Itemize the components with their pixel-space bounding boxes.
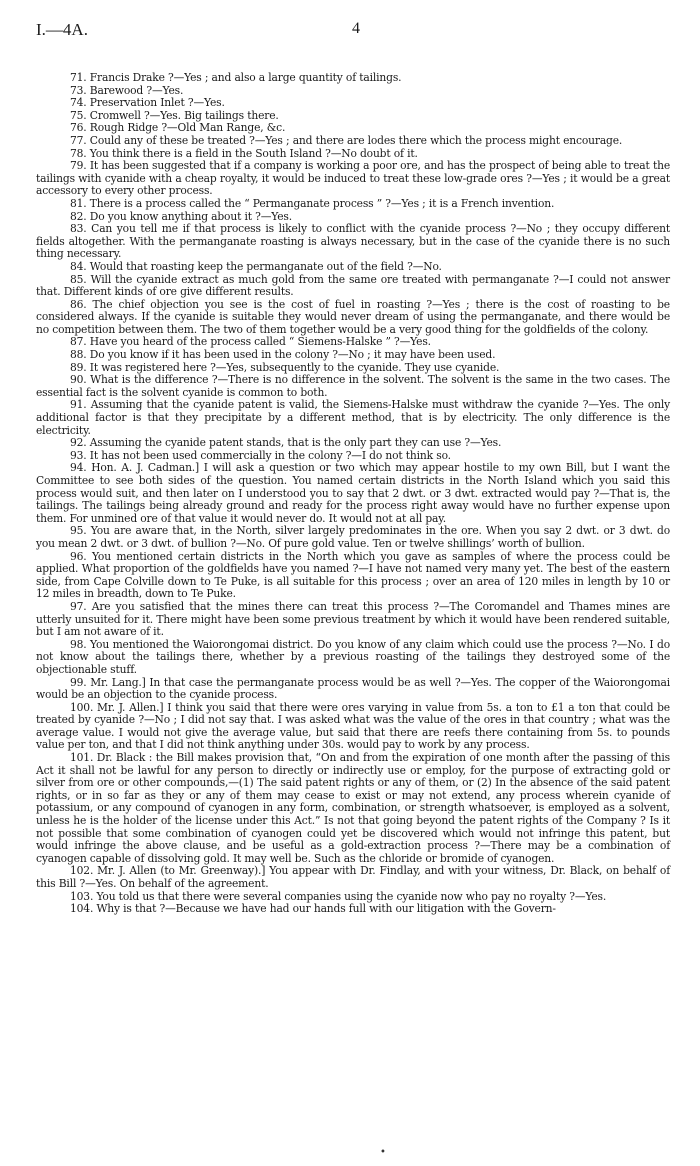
paragraph-q73: 73. Barewood ?—Yes. bbox=[70, 83, 184, 97]
paragraph-q93: 93. It has not been used commercially in the colony ?—I do not think so. bbox=[70, 448, 451, 462]
paragraph-q102: 102. Mr. J. Allen (to Mr. Greenway).] You appear with Dr. Findlay, and with your witness, Dr. Black, on behalf of this Bill ?—Yes. On behalf of the agreement. bbox=[36, 864, 670, 890]
paragraph-q75: 75. Cromwell ?—Yes. Big tailings there. bbox=[70, 108, 279, 122]
paragraph-q98: 98. You mentioned the Waiorongomai district. Do you know of any claim which could use the process ?—No. I do not know about the tailings there, whether by a previous roasting of the tailings they destroyed some of the objectionable stuff. bbox=[36, 637, 670, 676]
paragraph-q97: 97. Are you satisfied that the mines there can treat this process ?—The Coromandel and Thames mines are utterly unsuited for it. There might have been some previous treatment by which it would have been rendered suitable, but I am not aware of it. bbox=[36, 599, 670, 639]
minutes-body bbox=[36, 72, 670, 916]
paragraph-q83: 83. Can you tell me if that process is likely to conflict with the cyanide process ?—No ; they occupy different fields altogether. With the permanganate roasting is always necessary, but in the case of the cyanide there is no such thing necessary. bbox=[36, 222, 670, 261]
paragraph-q91: 91. Assuming that the cyanide patent is valid, the Siemens-Halske must withdraw the cyanide ?—Yes. The only additional factor is that they precipitate by a different method, that is by electricity. The only difference is the electricity. bbox=[36, 398, 670, 437]
paragraph-q78: 78. You think there is a field in the South Island ?—No doubt of it. bbox=[70, 146, 418, 160]
paragraph-q104: 104. Why is that ?—Because we have had our hands full with our litigation with the Govern- bbox=[70, 902, 556, 916]
document-reference: I.—4A. bbox=[36, 20, 88, 39]
paragraph-q103: 103. You told us that there were several companies using the cyanide now who pay no royalty ?—Yes. bbox=[70, 889, 607, 903]
paragraph-q85: 85. Will the cyanide extract as much gold from the same ore treated with permanganate ?—I could not answer that. Different kinds of ore give different results. bbox=[36, 272, 670, 299]
paragraph-q86: 86. The chief objection you see is the cost of fuel in roasting ?—Yes ; there is the cost of roasting to be considered always. If the cyanide is suitable they would never dream of using the permanganate, and there would be no competition between them. The two of them together would be a very good thing for the goldfields of the colony. bbox=[36, 297, 670, 336]
paragraph-q76: 76. Rough Ridge ?—Old Man Range, &c. bbox=[70, 121, 286, 135]
page-number: 4 bbox=[352, 20, 360, 37]
paragraph-q81: 81. There is a process called the “ Permanganate process ” ?—Yes ; it is a French invention. bbox=[70, 196, 555, 210]
paragraph-q88: 88. Do you know if it has been used in the colony ?—No ; it may have been used. bbox=[70, 348, 496, 362]
paragraph-q82: 82. Do you know anything about it ?—Yes. bbox=[70, 209, 292, 223]
paragraph-q96: 96. You mentioned certain districts in the North which you gave as samples of where the process could be applied. What proportion of the goldfields have you named ?—I have not named very many yet. The best of the eastern side, from Cape Colville down to Te Puke, is all suitable for this process ; over an area of 120 miles in length by 10 or 12 miles in breadth, down to Te Puke. bbox=[36, 549, 670, 601]
page-header bbox=[36, 20, 676, 44]
paragraph-q74: 74. Preservation Inlet ?—Yes. bbox=[70, 96, 225, 110]
paragraph-q101: 101. Dr. Black : the Bill makes provision that, “On and from the expiration of one month after the passing of this Act it shall not be lawful for any person to directly or indirectly use or employ, for the purpose of extracting gold or silver from ore or other compounds,—(1) The said patent rights or any of them, or (2) In the absence of the said patent rights, or in so far as they or any of them may cease to exist or may not extend, any process wherein cyanide of potassium, or any compound of cyanogen in any form, combination, or strength whatsoever, is employed as a solvent, unless he is the holder of the license under this Act.” Is not that going beyond the patent rights of the Company ? Is it not possible that some combination of cyanogen could yet be discovered which would not infringe this patent, but would infringe the above clause, and be useful as a gold-extraction process ?—There may be a combination of cyanogen capable of dissolving gold. It may well be. Such as the chloride or bromide of cyanogen. bbox=[36, 751, 670, 865]
footer-mark: • bbox=[380, 1147, 386, 1158]
paragraph-q79: 79. It has been suggested that if a company is working a poor ore, and has the prospect of being able to treat the tailings with cyanide with a cheap royalty, it would be induced to treat these low-grade ores ?—Yes ; it would be a great accessory to every other process. bbox=[36, 159, 670, 198]
paragraph-q99: 99. Mr. Lang.] In that case the permanganate process would be as well ?—Yes. The copper of the Waiorongomai would be an objection to the cyanide process. bbox=[36, 675, 670, 702]
paragraph-q87: 87. Have you heard of the process called “ Siemens-Halske ” ?—Yes. bbox=[70, 335, 431, 349]
paragraph-q94: 94. Hon. A. J. Cadman.] I will ask a question or two which may appear hostile to my own Bill, but I want the Committee to see both sides of the question. You named certain districts in the North Island which you said this process would suit, and then later on I understood you to say that 2 dwt. or 3 dwt. extracted would pay ?—That is, the tailings. The tailings being already ground and ready for the process right away would have no further expense upon them. For unmined ore of that value it would never do. It would not at all pay. bbox=[36, 461, 670, 525]
paragraph-q92: 92. Assuming the cyanide patent stands, that is the only part they can use ?—Yes. bbox=[70, 436, 502, 450]
paragraph-q95: 95. You are aware that, in the North, silver largely predominates in the ore. When you say 2 dwt. or 3 dwt. do you mean 2 dwt. or 3 dwt. of bullion ?—No. Of pure gold value. Ten or twelve shillings’ worth of bullion. bbox=[36, 524, 670, 550]
paragraph-q90: 90. What is the difference ?—There is no difference in the solvent. The solvent is the same in the two cases. The essential fact is the solvent cyanide is common to both. bbox=[36, 373, 670, 399]
paragraph-q71: 71. Francis Drake ?—Yes ; and also a large quantity of tailings. bbox=[70, 71, 402, 84]
paragraph-q77: 77. Could any of these be treated ?—Yes ; and there are lodes there which the process might encourage. bbox=[70, 133, 623, 147]
paragraph-q100: 100. Mr. J. Allen.] I think you said that there were ores varying in value from 5s. a ton to £1 a ton that could be treated by cyanide ?—No ; I did not say that. I was asked what was the value of the ores in that country ; what was the average value. I would not give the average value, but said that there are reefs there containing from 5s. to pounds value per ton, and that I did not think anything under 30s. would pay to work by any process. bbox=[36, 700, 670, 752]
paragraph-q84: 84. Would that roasting keep the permanganate out of the field ?—No. bbox=[70, 259, 442, 273]
paragraph-q89: 89. It was registered here ?—Yes, subsequently to the cyanide. They use cyanide. bbox=[70, 360, 500, 374]
